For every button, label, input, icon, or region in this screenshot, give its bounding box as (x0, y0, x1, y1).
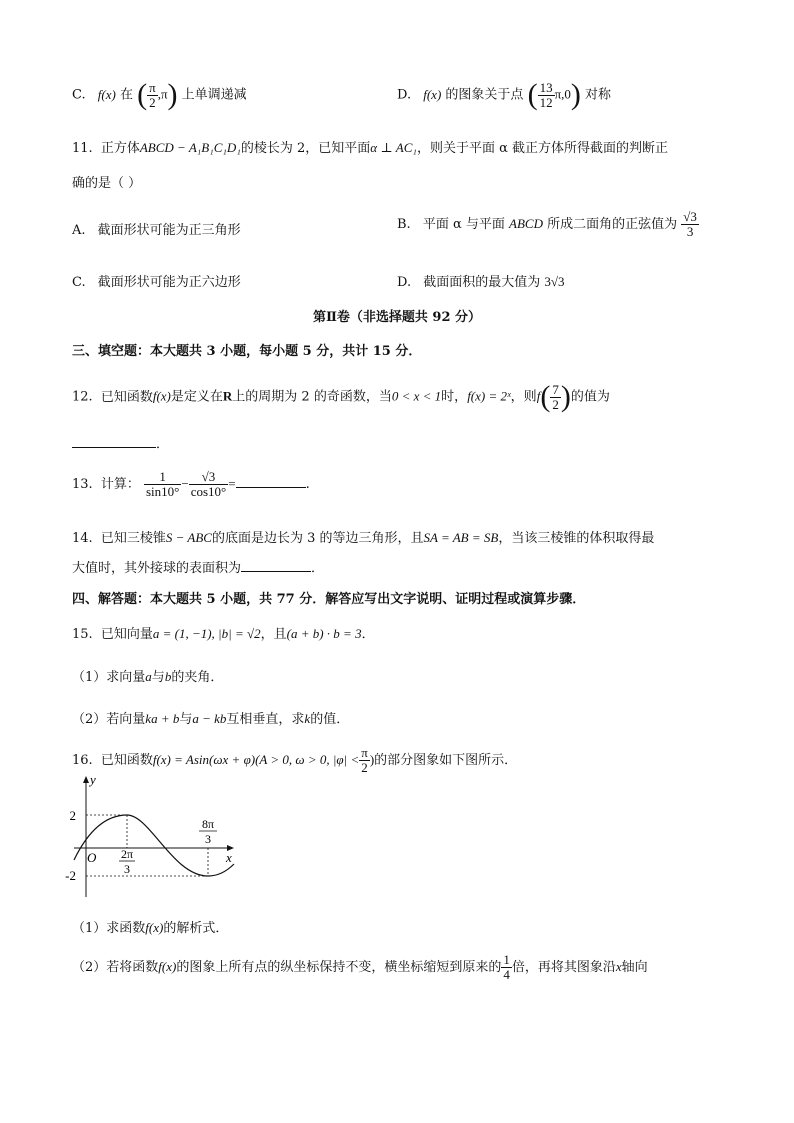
function-expr: f(x) (152, 388, 171, 404)
origin-label: O (87, 850, 97, 865)
option-letter: B. (397, 217, 411, 232)
condition: 0 < x < 1 (391, 388, 442, 404)
fraction (189, 470, 229, 499)
text: 的图象关于点 (445, 87, 524, 103)
condition: SA = AB = SB (423, 530, 499, 545)
text: ． (311, 561, 325, 576)
interval-end: ,π (157, 86, 168, 102)
fraction (538, 81, 555, 110)
q11-line2: 确的是（ ） (72, 176, 142, 191)
text: 若向量 (106, 712, 146, 727)
x1-denominator: 3 (124, 862, 130, 876)
section-heading: 四、解答题：本大题共 5 小题，共 77 分．解答应写出文字说明、证明过程或演算步骤． (72, 592, 586, 607)
q16-part1 (72, 917, 228, 936)
answer-blank[interactable] (72, 435, 156, 448)
open-paren: ( (527, 78, 538, 111)
variable-x: x (615, 959, 622, 974)
part-label: （2） (72, 712, 107, 727)
text: ，且 (260, 627, 287, 642)
fraction (147, 81, 158, 110)
text: 已知函数 (100, 753, 153, 768)
text: 在 (119, 87, 133, 103)
question-number: 14. (72, 531, 93, 546)
option-letter: D. (397, 87, 412, 103)
text: 时， (441, 389, 468, 405)
q11-line1 (72, 137, 668, 156)
q14-line1 (72, 527, 654, 546)
text: 上单调递减 (181, 87, 247, 103)
y-tick-top: 2 (69, 808, 76, 823)
perp-condition: α ⊥ AC₁ (370, 140, 417, 155)
option-letter: C. (72, 275, 86, 290)
text: ． (361, 627, 375, 642)
denominator: cos10° (190, 484, 227, 499)
numerator: √3 (683, 209, 697, 224)
numerator: 1 (503, 952, 510, 967)
text: 上的周期为 2 的奇函数，当 (232, 389, 392, 405)
text: ，则关于平面 α 截正方体所得截面的判断正 (416, 141, 668, 156)
q11-option-b (397, 210, 699, 239)
q13-line (72, 470, 310, 499)
condition: (a + b) · b = 3 (286, 626, 362, 641)
text: 的底面是边长为 3 的等边三角形，且 (211, 531, 424, 546)
numerator: π (149, 79, 156, 95)
q11-option-c (72, 271, 241, 290)
text: ，当该三棱锥的体积取得最 (498, 531, 655, 546)
fraction (144, 470, 181, 499)
denominator: 3 (686, 224, 694, 239)
part-label: （2） (72, 960, 107, 975)
minus-sign: − (181, 476, 189, 491)
option-letter: A. (72, 223, 86, 238)
point-rest: π,0 (554, 86, 571, 102)
denominator: 4 (503, 967, 510, 982)
vector-expr: ka + b (145, 711, 180, 726)
text: 若将函数 (106, 960, 159, 975)
text: . (305, 477, 310, 492)
text: 与 (179, 712, 193, 727)
denominator: 2 (552, 396, 559, 412)
denominator: 12 (539, 94, 553, 110)
q16-line1 (72, 746, 517, 775)
y-label: y (90, 772, 96, 787)
numerator: √3 (189, 470, 229, 485)
text: 已知三棱锥 (100, 531, 166, 546)
text: 的棱长为 2，已知平面 (240, 141, 371, 156)
function-expr: f(x) (97, 86, 116, 102)
vector-expr: a − kb (192, 711, 227, 726)
q14-line2 (72, 557, 324, 576)
close-paren: ) (167, 78, 178, 111)
q11-option-a (72, 219, 241, 238)
tetrahedron-name: S − ABC (165, 530, 212, 545)
q11-option-d (397, 271, 565, 290)
section-title: 第Ⅱ卷（非选择题共 92 分） (312, 310, 482, 325)
text: 的部分图象如下图所示． (374, 753, 518, 768)
question-number: 12. (72, 389, 93, 405)
text: 的值为 (570, 389, 610, 405)
open-paren: ( (137, 78, 148, 111)
text: 计算： (100, 477, 140, 492)
function-expr: f(x) (145, 920, 164, 935)
text: 互相垂直，求 (226, 712, 305, 727)
text: 轴向 (621, 960, 648, 975)
equation: f(x) = 2ˣ (467, 388, 511, 404)
y-tick-bottom: -2 (65, 868, 76, 883)
fraction (501, 953, 512, 982)
option-letter: D. (397, 275, 412, 290)
x2-denominator: 3 (205, 832, 211, 846)
text: 截面面积的最大值为 (423, 275, 541, 290)
plane-name: ABCD (509, 216, 543, 231)
fraction (359, 746, 370, 775)
question-number: 11. (72, 141, 93, 156)
q16-part2 (72, 953, 648, 982)
text: 与 (151, 670, 165, 685)
numerator: 7 (552, 381, 559, 397)
text: 已知函数 (100, 389, 153, 405)
text: 对称 (585, 87, 612, 103)
text: 平面 α 与平面 (422, 217, 505, 232)
open-paren: ( (540, 380, 551, 413)
denominator: sin10° (145, 484, 180, 499)
question-number: 16. (72, 753, 93, 768)
q15-part2 (72, 708, 349, 727)
answer-blank[interactable] (241, 559, 311, 572)
q10-option-c (72, 80, 247, 110)
question-number: 15. (72, 627, 93, 642)
cube-name: ABCD − A₁B₁C₁D₁ (139, 140, 241, 155)
vector-a: a (145, 669, 152, 684)
y-axis-arrow (83, 776, 89, 783)
part-label: （1） (72, 921, 107, 936)
part-label: （1） (72, 670, 107, 685)
text: 求函数 (106, 921, 146, 936)
function-def: f(x) = Asin(ωx + φ)(A > 0, ω > 0, |φ| < (152, 752, 360, 767)
vector-values: a = (1, −1), |b| = √2 (152, 626, 261, 641)
option-letter: C. (72, 87, 86, 103)
q15-part1 (72, 666, 223, 685)
text: 的夹角． (171, 670, 224, 685)
text: ，则 (510, 389, 537, 405)
text: 大值时，其外接球的表面积为 (72, 561, 242, 576)
close-paren: ) (369, 752, 375, 767)
equals-sign: = (228, 476, 236, 491)
denominator: 2 (361, 760, 368, 775)
text: 正方体 (100, 141, 140, 156)
fraction (550, 383, 561, 412)
section-heading: 三、填空题：本大题共 3 小题，每小题 5 分，共计 15 分． (72, 344, 422, 359)
text: 截面形状可能为正六边形 (97, 275, 241, 290)
q10-option-d (397, 80, 611, 110)
function-expr: f(x) (158, 959, 177, 974)
text: ． (156, 437, 170, 452)
numerator: 1 (144, 470, 181, 485)
text: 已知向量 (100, 627, 153, 642)
x-label: x (226, 850, 232, 865)
q12-line1 (72, 382, 610, 412)
x1-numerator: 2π (120, 847, 134, 861)
text: 的解析式． (163, 921, 229, 936)
text: 是定义在 (170, 389, 223, 405)
text: 的图象上所有点的纵坐标保持不变，横坐标缩短到原来的 (176, 960, 502, 975)
question-number: 13. (72, 477, 93, 492)
real-set: R (222, 388, 233, 404)
text: 求向量 (106, 670, 146, 685)
text: 的值． (310, 712, 350, 727)
numerator: 13 (539, 79, 553, 95)
close-paren: ) (570, 78, 581, 111)
value: 3√3 (544, 274, 565, 289)
x2-numerator: 8π (201, 817, 215, 831)
sine-graph (65, 772, 248, 902)
function-name: f (536, 388, 541, 404)
variable-k: k (304, 711, 311, 726)
answer-blank[interactable] (236, 475, 306, 488)
q12-line2 (72, 433, 169, 452)
text: 所成二面角的正弦值为 (547, 217, 678, 232)
close-paren: ) (560, 380, 571, 413)
vector-b: b (164, 669, 172, 684)
numerator: π (361, 745, 368, 760)
fraction (681, 210, 699, 239)
text: 截面形状可能为正三角形 (97, 223, 241, 238)
text: 倍，再将其图象沿 (511, 960, 616, 975)
denominator: 2 (149, 94, 156, 110)
q15-line1 (72, 623, 375, 642)
function-expr: f(x) (423, 86, 442, 102)
